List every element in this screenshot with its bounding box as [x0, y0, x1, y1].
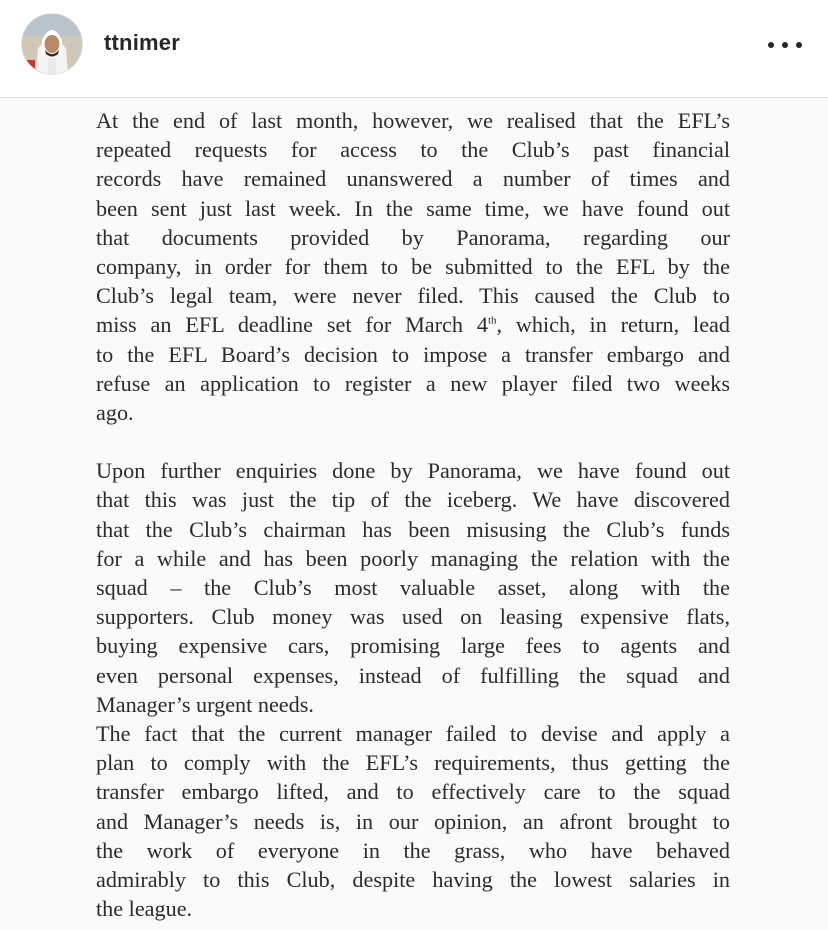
text-line: repeated requests for access to the Club’s past financial: [96, 137, 730, 163]
text-line: to the EFL Board’s decision to impose a transfer embargo and: [96, 341, 730, 367]
text-line: Upon further enquiries done by Panorama, we have found out: [96, 458, 730, 484]
statement-document: [96, 106, 730, 923]
text-line: been sent just last week. In the same time, we have found out: [96, 195, 730, 221]
paragraph-2: [96, 456, 730, 719]
ordinal-suffix: th: [487, 315, 497, 328]
text-line: that this was just the tip of the iceberg. We have discovered: [96, 487, 730, 513]
text-line: transfer embargo lifted, and to effectively care to the squad: [96, 779, 730, 805]
text-line: even personal expenses, instead of fulfilling the squad and: [96, 662, 730, 688]
text-line: buying expensive cars, promising large fees to agents and: [96, 633, 730, 659]
text-line: ago.: [96, 400, 134, 426]
dot: [768, 42, 774, 48]
dot: [782, 42, 788, 48]
text-line: records have remained unanswered a number of times and: [96, 166, 730, 192]
text-line: Club’s legal team, were never filed. This caused the Club to: [96, 283, 730, 309]
text-line: the work of everyone in the grass, who have behaved: [96, 837, 730, 863]
text-line: the league.: [96, 896, 193, 922]
text-line: At the end of last month, however, we realised that the EFL’s: [96, 108, 730, 133]
text-line: plan to comply with the EFL’s requirements, thus getting the: [96, 750, 730, 776]
profile-photo-icon: [22, 14, 82, 74]
text-fragment: miss an EFL deadline set for March 4: [96, 312, 488, 338]
text-line: squad – the Club’s most valuable asset, along with the: [96, 575, 730, 601]
text-line: The fact that the current manager failed to devise and apply a: [96, 721, 730, 747]
username[interactable]: ttnimer: [104, 30, 180, 55]
post-image: [0, 98, 828, 930]
text-line: [96, 310, 730, 339]
more-options-icon[interactable]: [768, 32, 802, 58]
text-line: refuse an application to register a new player filed two weeks: [96, 370, 730, 396]
text-line: and Manager’s needs is, in our opinion, an afront brought to: [96, 808, 730, 834]
text-line: that documents provided by Panorama, regarding our: [96, 224, 730, 250]
text-line: that the Club’s chairman has been misusing the Club’s funds: [96, 516, 730, 542]
text-line: admirably to this Club, despite having the lowest salaries in: [96, 867, 730, 893]
dot: [796, 42, 802, 48]
text-line: Manager’s urgent needs.: [96, 691, 314, 717]
avatar[interactable]: [22, 14, 82, 74]
text-line: company, in order for them to be submitted to the EFL by the: [96, 254, 730, 280]
post-header: [0, 0, 828, 98]
text-fragment: , which, in return, lead: [496, 312, 730, 338]
text-line: supporters. Club money was used on leasing expensive flats,: [96, 604, 730, 630]
paragraph-3: [96, 719, 730, 923]
paragraph-1: [96, 106, 730, 427]
text-line: for a while and has been poorly managing the relation with the: [96, 545, 730, 571]
